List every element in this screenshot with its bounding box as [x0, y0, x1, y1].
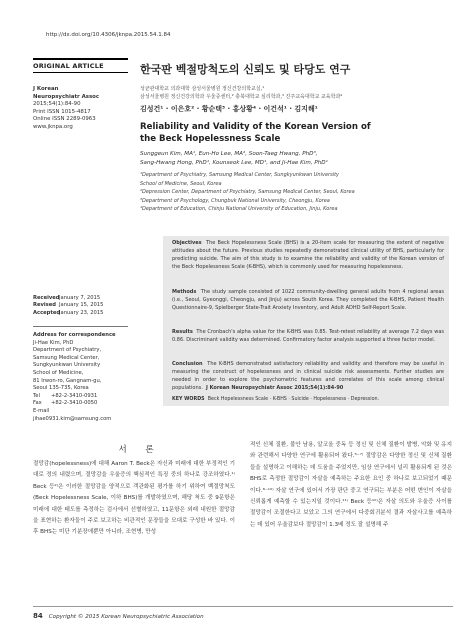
- contact-row: [33, 408, 128, 423]
- author-line: Sunggeun Kim, MA¹, Eun-Ho Lee, MA², Soon-Taeg Hwang, PhD³,: [140, 151, 318, 157]
- abstract-heading: Objectives: [172, 240, 202, 246]
- contact-value: +82-2-3410-0931: [51, 392, 98, 399]
- correspondence-heading: Address for correspondence: [33, 332, 116, 338]
- contact-value: +82-2-3410-0050: [51, 400, 98, 407]
- abstract-heading: Results: [172, 329, 193, 335]
- correspondence-line: Seoul 135-735, Korea: [33, 385, 89, 392]
- abstract-paragraph: The Cronbach's alpha value for the K-BHS was 0.85. Test-retest reliability at average 7.2 days was 0.86. Discriminant validity was determined. Confirmatory factor analysis supported a three factor model.: [172, 329, 444, 343]
- journal-info: [33, 86, 128, 132]
- keywords: [172, 397, 444, 402]
- affiliation-line: ¹Department of Psychiatry, Samsung Medical Center, Sungkyunkwan University: [140, 172, 339, 178]
- english-title: Reliability and Validity of the Korean Version of the Beck Hopelessness Scale: [140, 122, 371, 144]
- correspondence-line: Sungkyunkwan University: [33, 362, 101, 369]
- date-label: Revised: [33, 302, 56, 309]
- korean-title: 한국판 벡절망척도의 신뢰도 및 타당도 연구: [140, 63, 351, 76]
- doi-link[interactable]: http://dx.doi.org/10.4306/jknpa.2015.54.1.84: [46, 32, 171, 38]
- date-label: Received: [33, 295, 60, 301]
- date-value: January 23, 2015: [59, 309, 104, 316]
- divider: [33, 72, 128, 73]
- affiliation-line: 성균관대학교 의과대학 삼성서울병원 정신건강의학교실,¹: [140, 86, 265, 92]
- page-number: 84: [33, 612, 43, 620]
- journal-line: Print ISSN 1015-4817: [33, 108, 91, 115]
- divider: [33, 606, 453, 607]
- english-authors: [140, 150, 450, 167]
- abstract-paragraph: The Beck Hopelessness Scale (BHS) is a 20-item scale for measuring the extent of negative attitudes about the future. Previous studies repeatedly demonstrated clinical utility of BHS, particularly for predicting suicide. The aim of this study is to examine the reliability and validity of the Korean version of the Beck Hopelessness Scale (K-BHS), which is commonly used for measuring hopelessness.: [172, 240, 444, 270]
- journal-title-line2: Neuropsychiatr Assoc: [33, 93, 100, 100]
- page-footer: [33, 612, 204, 620]
- affiliation-line: ²Depression Center, Department of Psychiatry, Samsung Medical Center, Seoul, Korea: [140, 189, 355, 196]
- journal-line: Online ISSN 2289-0963: [33, 116, 96, 123]
- korean-affiliations: [140, 85, 450, 102]
- correspondence: [33, 332, 128, 423]
- date-row: [33, 295, 128, 302]
- abstract-objectives: [172, 240, 444, 272]
- keywords-list: Beck Hopelessness Scale · K-BHS · Suicide · Hopelessness · Depression.: [207, 397, 380, 402]
- contact-label: Fax: [33, 400, 42, 407]
- abstract-methods: [172, 289, 444, 313]
- abstract-paragraph: The study sample consisted of 1022 community-dwelling general adults from 4 regional areas (i.e., Seoul, Gyeonggi, Cheongju, and Jinju) across South Korea. They completed the K-BHS, Patient Health Questionnaire-9, Spielberger State-Trait Anxiety Inventory, and Adult ADHD Self-Report Scale.: [172, 289, 444, 311]
- contact-label: Tel: [33, 392, 40, 399]
- section-heading: 서 론: [118, 445, 162, 455]
- correspondence-line: School of Medicine,: [33, 369, 84, 376]
- affiliation-line: ³Department of Psychology, Chungbuk National University, Cheongju, Korea: [140, 197, 330, 204]
- korean-authors: 김성건¹ · 이은호² · 황순택³ · 홍상황⁴ · 이건석¹ · 김지해¹: [140, 105, 318, 113]
- author-line: Sang-Hwang Hong, PhD⁴, Kounseok Lee, MD¹, and Ji-Hae Kim, PhD¹: [140, 159, 328, 166]
- journal-website-link[interactable]: www.jknpa.org: [33, 123, 73, 130]
- divider: [33, 326, 128, 327]
- journal-line: 2015;54(1):84-90: [33, 101, 81, 108]
- section-label: ORIGINAL ARTICLE: [33, 62, 104, 70]
- copyright: Copyright © 2015 Korean Neuropsychiatric Association: [48, 614, 204, 620]
- body-column-left: 절망감(hopelessness)에 대해 Aaron T. Beck은 자신과 미래에 대한 부정적인 기대로 정의 내렸으며, 절망감을 우울증의 핵심적인 특징 중의 하나로 강조하였다.¹⁾ Beck 등²⁾은 이러한 절망감을 양적으로 객관화된 평가를 하기 위하여 벡절망척도(Beck Hopelessness Scale, 이하 BHS)를 개발하였으며, 해당 척도 중 9문항은 미래에 대한 태도를 측정하는 검사에서 선별하였고, 11문항은 외래 내원한 절망감을 표현하는 환자들이 주로 보고하는 비관적인 문장들을 모대로 구성한 바 있다. 이후 BHS는 미단 기분장애뿐만 아니라, 조현병, 만성: [33, 461, 235, 536]
- date-value: January 15, 2015: [59, 302, 104, 309]
- correspondence-line: Ji-Hae Kim, PhD: [33, 339, 74, 346]
- affiliation-line: 삼성서울병원 정신건강의학과 우울증센터,² 충북대학교 심리학과,³ 진주교육대학교 교육학과⁴: [140, 94, 343, 101]
- citation: J Korean Neuropsychiatr Assoc 2015;54(1):84-90: [206, 384, 344, 391]
- abstract-conclusion: [172, 361, 444, 393]
- abstract-paragraph: The K-BHS demonstrated satisfactory reliability and validity and therefore may be useful in measuring the construct of hopelessness and in clinical suicide risk assessments. Further studies are needed in order to explore the psychometric features and correlates of this scale among clinical populations.: [172, 361, 444, 391]
- body-column-right: 적인 신체 질환, 불안 남용, 알코올 중독 등 정신 및 신체 질환이 발병, 악화 및 유지와 관련해서 다양한 연구에 활용되어 왔다.³⁻⁷⁾ 절망감은 다양한 정신 및 신체 질환들을 설명하고 이해하는 데 도움을 주었지만, 임상 연구에서 널리 활용되게 된 것은 BHS로 측정한 절망감이 자살을 예측하는 주요한 요인 중 하나로 보고되었기 때문이다.⁸⁻¹⁰⁾ 자살 연구에 있어서 가장 판단 중고 연구되는 부분은 어떤 변인이 자살을 신뢰롭게 예측할 수 있는지일 것이다.¹¹⁾ Beck 등¹⁰⁾은 자살 의도와 우울증 사이를 절망감이 조절한다고 보았고 그의 연구에서 다중회귀분석 결과 자살사고를 예측하는 데 있어 우울감보다 절망감이 1.3배 정도 잘 설명해 주: [250, 442, 452, 528]
- date-value: January 7, 2015: [59, 295, 101, 301]
- keywords-heading: KEY WORDS: [172, 397, 205, 402]
- correspondence-line: Samsung Medical Center,: [33, 354, 100, 361]
- english-affiliations: [140, 171, 450, 214]
- date-row: [33, 310, 128, 317]
- abstract-heading: Conclusion: [172, 361, 203, 367]
- date-row: [33, 302, 128, 309]
- correspondence-line: Department of Psychiatry,: [33, 347, 102, 354]
- abstract-results: [172, 329, 444, 345]
- correspondence-line: 81 Irwon-ro, Gangnam-gu,: [33, 377, 102, 384]
- date-label: Accepted: [33, 309, 61, 316]
- contact-row: [33, 400, 128, 408]
- contact-row: [33, 393, 128, 401]
- divider: [33, 58, 128, 60]
- journal-title: J Korean: [33, 86, 59, 92]
- article-dates: [33, 295, 128, 317]
- affiliation-line: School of Medicine, Seoul, Korea: [140, 180, 222, 187]
- affiliation-line: ⁴Department of Education, Chinju National University of Education, Jinju, Korea: [140, 206, 338, 213]
- abstract-heading: Methods: [172, 289, 197, 295]
- email-link[interactable]: jihae0931.kim@samsung.com: [33, 415, 112, 422]
- contact-label: E-mail: [33, 407, 50, 414]
